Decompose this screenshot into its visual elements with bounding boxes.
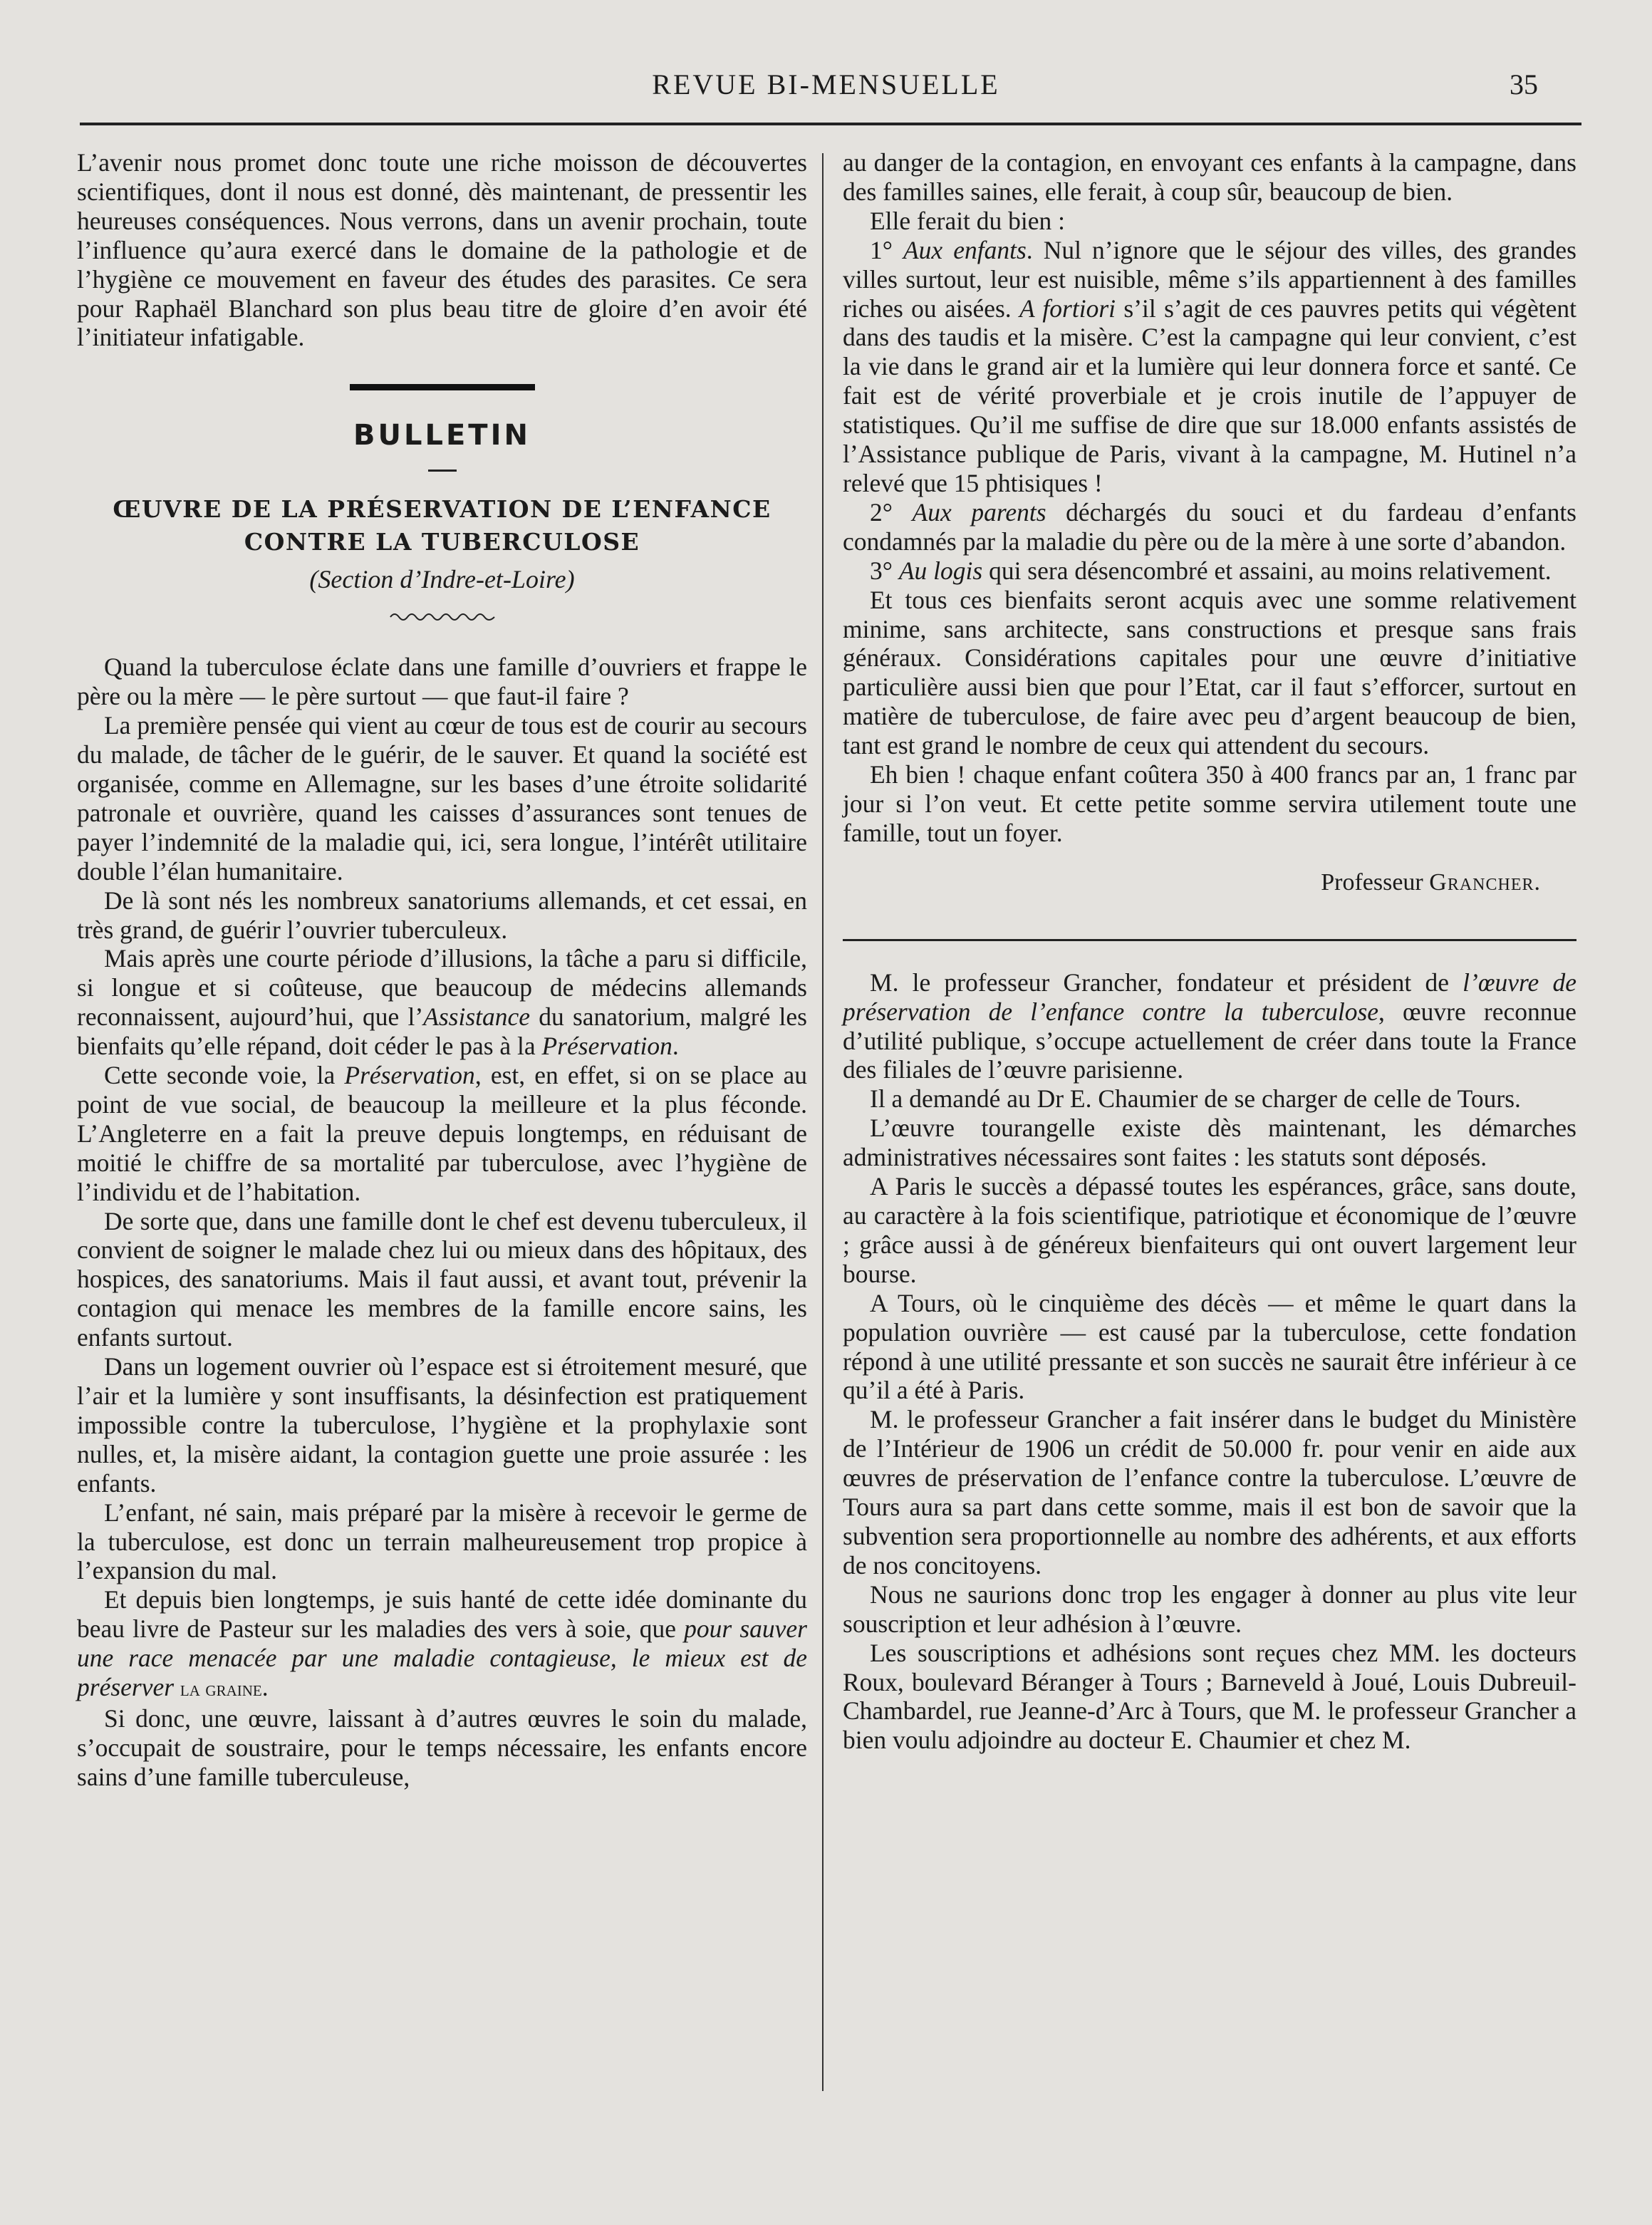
article-separator [843, 939, 1576, 941]
article-paragraph: Et depuis bien longtemps, je suis hanté de cette idée dominante du beau livre de Pasteur sur les maladies des vers à soie, que pour sauver une race menacée par une maladie contagieuse, le mieux est de préserver la graine. [77, 1585, 807, 1702]
right-column [843, 148, 1576, 1755]
heading-dash [428, 470, 457, 472]
article-paragraph: L’enfant, né sain, mais préparé par la misère à recevoir le germe de la tuberculose, est donc un terrain malheureusement trop propice à l’expansion du mal. [77, 1498, 807, 1585]
list-item: 2° Aux parents déchargés du souci et du fardeau d’enfants condamnés par la maladie du père ou de la mère à une sorte d’abandon. [843, 497, 1576, 556]
article-paragraph: A Tours, où le cinquième des décès — et même le quart dans la population ouvrière — est causé par la tuberculose, cette fondation répond à une utilité pressante et son succès ne saurait être inférieur à ce qu’il a été à Paris. [843, 1288, 1576, 1405]
article-paragraph: Cette seconde voie, la Préservation, est, en effet, si on se place au point de vue social, de beaucoup la meilleure et la plus féconde. L’Angleterre en a fait la preuve depuis longtemps, en réduisant de moitié le chiffre de sa mortalité par tuberculose, avec l’hygiène de l’individu et de l’habitation. [77, 1061, 807, 1206]
article-paragraph: Mais après une courte période d’illusions, la tâche a paru si difficile, si longue et si coûteuse, que beaucoup de médecins allemands reconnaissent, aujourd’hui, que l’Assistance du sanatorium, malgré les bienfaits qu’elle répand, doit céder le pas à la Préservation. [77, 944, 807, 1061]
article-paragraph: Il a demandé au Dr E. Chaumier de se charger de celle de Tours. [870, 1084, 1521, 1114]
article-paragraph: Les souscriptions et adhésions sont reçues chez MM. les docteurs Roux, boulevard Béranger à Tours ; Barneveld à Joué, Louis Dubreuil-Chambardel, rue Jeanne-d’Arc à Tours, que M. le professeur Grancher a bien voulu adjoindre au docteur E. Chaumier et chez M. [843, 1638, 1576, 1755]
running-header [0, 68, 1652, 110]
column-divider [822, 153, 824, 2091]
article-heading [77, 493, 807, 559]
left-column [77, 148, 807, 1792]
article-paragraph: La première pensée qui vient au cœur de tous est de courir au secours du malade, de tâcher de le guérir, de le sauver. Et quand la société est organisée, comme en Allemagne, sur les bases d’une étroite solidarité patronale et ouvrière, quand les caisses d’assurances sont tenues de payer l’indemnité de la maladie qui, ici, sera longue, l’intérêt utilitaire double l’élan humanitaire. [77, 711, 807, 886]
section-subheading: (Section d’Indre-et-Loire) [309, 565, 575, 594]
journal-title: REVUE BI-MENSUELLE [652, 68, 1000, 100]
page-number: 35 [1510, 68, 1538, 100]
bulletin-heading: BULLETIN [353, 419, 531, 452]
header-rule [80, 123, 1581, 125]
article-paragraph: Nous ne saurions donc trop les engager à donner au plus vite leur souscription et leur adhésion à l’œuvre. [843, 1580, 1576, 1638]
article-paragraph: M. le professeur Grancher a fait insérer dans le budget du Ministère de l’Intérieur de 1906 un crédit de 50.000 fr. pour venir en aide aux œuvres de préservation de l’enfance contre la tuberculose. L’œuvre de Tours aura sa part dans cette somme, mais il est bon de savoir que la subvention sera proportionnelle au nombre des adhérents, et aux efforts de nos concitoyens. [843, 1405, 1576, 1580]
intro-paragraph: L’avenir nous promet donc toute une riche moisson de découvertes scientifiques, dont il nous est donné, dès maintenant, de pressentir les heureuses conséquences. Nous verrons, dans un avenir prochain, toute l’influence qu’aura exercé dans le domaine de la pathologie et de l’hygiène ce mouvement en faveur des études des parasites. Ce sera pour Raphaël Blanchard son plus beau titre de gloire d’en avoir été l’initiateur infatigable. [77, 148, 807, 352]
article-paragraph: Elle ferait du bien : [870, 206, 1066, 235]
article-heading-line-1: ŒUVRE DE LA PRÉSERVATION DE L’ENFANCE [113, 495, 772, 524]
article-paragraph: au danger de la contagion, en envoyant ces enfants à la campagne, dans des familles saines, elle ferait, à coup sûr, beaucoup de bien. [843, 148, 1576, 206]
section-rule [350, 384, 535, 390]
list-item: 1° Aux enfants. Nul n’ignore que le séjour des villes, des grandes villes surtout, leur est nuisible, même s’ils appartiennent à des familles riches ou aisées. A fortiori s’il s’agit de ces pauvres petits qui végètent dans des taudis et la misère. C’est la campagne qui leur convient, c’est la vie dans le grand air et la lumière qui leur donnera force et santé. Ce fait est de vérité proverbiale et je crois inutile de l’appuyer de statistiques. Qu’il me suffise de dire que sur 18.000 enfants assistés de l’Assistance publique de Paris, vivant à la campagne, M. Hutinel n’a relevé que 15 phtisiques ! [843, 235, 1576, 497]
article-paragraph: Dans un logement ouvrier où l’espace est si étroitement mesuré, que l’air et la lumière y sont insuffisants, la désinfection est pratiquement impossible contre la tuberculose, l’hygiène et la prophylaxie sont nulles, et, la misère aidant, la contagion guette une proie assurée : les enfants. [77, 1352, 807, 1498]
article-paragraph: L’œuvre tourangelle existe dès maintenant, les démarches administratives nécessaires sont faites : les statuts sont déposés. [843, 1114, 1576, 1172]
article-paragraph: Si donc, une œuvre, laissant à d’autres œuvres le soin du malade, s’occupait de soustraire, pour le temps nécessaire, les enfants encore sains d’une famille tuberculeuse, [77, 1703, 807, 1791]
article-paragraph: A Paris le succès a dépassé toutes les espérances, grâce, sans doute, au caractère à la fois scientifique, patriotique et économique de l’œuvre ; grâce aussi à de généreux bienfaiteurs qui ont ouvert largement leur bourse. [843, 1172, 1576, 1288]
article-paragraph: Quand la tuberculose éclate dans une famille d’ouvriers et frappe le père ou la mère — le père surtout — que faut-il faire ? [77, 653, 807, 711]
article-paragraph: M. le professeur Grancher, fondateur et président de l’œuvre de préservation de l’enfance contre la tuberculose, œuvre reconnue d’utilité publique, s’occupe actuellement de créer dans toute la France des filiales de l’œuvre parisienne. [843, 968, 1576, 1084]
article-paragraph: De sorte que, dans une famille dont le chef est devenu tuberculeux, il convient de soigner le malade chez lui ou mieux dans des hôpitaux, des hospices, des sanatoriums. Mais il faut aussi, et avant tout, prévenir la contagion qui menace les membres de la famille encore sains, les enfants surtout. [77, 1206, 807, 1352]
article-paragraph: De là sont nés les nombreux sanatoriums allemands, et cet essai, en très grand, de guérir l’ouvrier tuberculeux. [77, 886, 807, 944]
article-paragraph: Et tous ces bienfaits seront acquis avec une somme relativement minime, sans architecte, sans constructions et presque sans frais généraux. Considérations capitales pour une œuvre d’initiative particulière aussi bien que pour l’Etat, car il faut s’efforcer, surtout en matière de tuberculose, de faire avec peu d’argent beaucoup de bien, tant est grand le nombre de ceux qui attendent du secours. [843, 585, 1576, 760]
list-item: 3° Au logis qui sera désencombré et assaini, au moins relativement. [870, 556, 1552, 585]
article-paragraph: Eh bien ! chaque enfant coûtera 350 à 400 francs par an, 1 franc par jour si l’on veut. Et cette petite somme servira utilement toute une famille, tout un foyer. [843, 760, 1576, 847]
article-heading-line-2: CONTRE LA TUBERCULOSE [244, 528, 640, 556]
wavy-ornament [389, 610, 496, 624]
author-signature: Professeur Grancher. [1321, 868, 1541, 896]
